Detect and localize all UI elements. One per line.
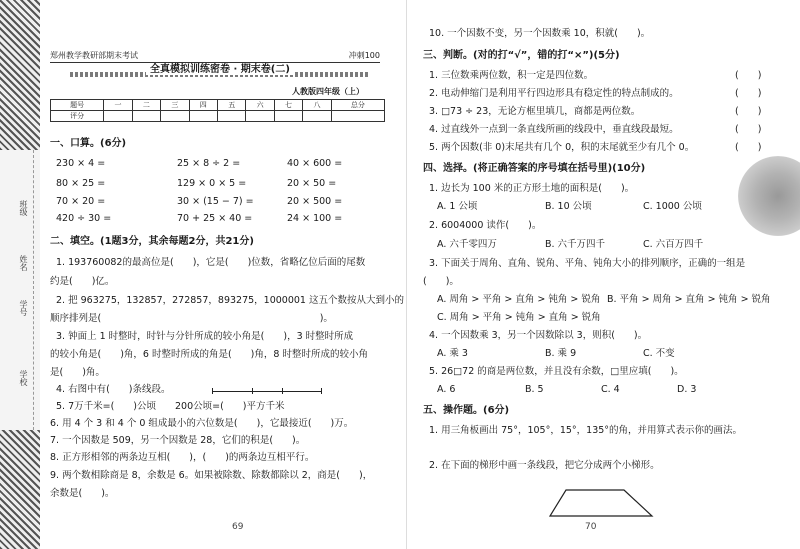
segment-tick xyxy=(212,388,213,394)
binding-label-class: 班级 xyxy=(19,200,28,216)
section-4-title: 四、选择。(将正确答案的序号填在括号里)(10分) xyxy=(423,163,646,174)
calc-item: 25 × 8 ÷ 2 = xyxy=(177,158,241,169)
binding-label-name: 姓名 xyxy=(19,255,28,271)
answer-paren: ( ) xyxy=(735,142,762,153)
choice-option: B. 5 xyxy=(525,384,544,395)
answer-paren: ( ) xyxy=(735,124,762,135)
choice-option: C. 1000 公顷 xyxy=(643,201,702,212)
score-cell: 四 xyxy=(189,100,217,111)
header-brand: 冲刺100 xyxy=(348,51,380,60)
section-2-title: 二、填空。(1题3分，其余每题2分，共21分) xyxy=(50,236,254,247)
line-segment-figure xyxy=(212,388,322,394)
choice-option: A. 1 公顷 xyxy=(437,201,478,212)
fill-line: 1. 193760082的最高位是( )，它是( )位数，省略亿位后面的尾数 xyxy=(56,257,366,268)
fill-line: 9. 两个数相除商是 8，余数是 6。如果被除数、除数都除以 2，商是( )， xyxy=(50,470,373,481)
score-cell xyxy=(274,111,302,122)
choice-option: C. 不变 xyxy=(643,348,675,359)
choice-option: B. 乘 9 xyxy=(545,348,577,359)
score-cell: 六 xyxy=(246,100,274,111)
score-cell: 一 xyxy=(104,100,132,111)
choice-question: 1. 边长为 100 米的正方形土地的面积是( )。 xyxy=(429,183,635,194)
operation-question: 1. 用三角板画出 75°，105°，15°，135°的角，并用算式表示你的画法。 xyxy=(429,425,743,436)
fill-line: 8. 正方形相邻的两条边互相( )，( )的两条边互相平行。 xyxy=(50,452,315,463)
running-header xyxy=(50,50,380,63)
fill-line: 的较小角是( )角，6 时整时所成的角是( )角，8 时整时所成的较小角 xyxy=(50,349,368,360)
fill-line: 2. 把 963275，132857，272857，893275，1000001 这五个数按从大到小的 xyxy=(56,295,404,306)
section-1-title: 一、口算。(6分) xyxy=(50,138,127,149)
judge-item: 1. 三位数乘两位数，积一定是四位数。 xyxy=(429,70,594,81)
page-number: 70 xyxy=(585,522,597,532)
fill-line: 7. 一个因数是 509，另一个因数是 28，它们的积是( )。 xyxy=(50,435,306,446)
trapezoid-shape xyxy=(550,490,652,516)
score-cell: 五 xyxy=(217,100,245,111)
choice-option: B. 10 公顷 xyxy=(545,201,592,212)
score-cell xyxy=(246,111,274,122)
calc-item: 20 × 500 = xyxy=(287,196,343,207)
calc-item: 70 × 20 = xyxy=(56,196,106,207)
judge-item: 3. □73 ÷ 23，无论方框里填几，商都是两位数。 xyxy=(429,106,641,117)
fill-line: 4. 右图中有( )条线段。 xyxy=(56,384,171,395)
segment-tick xyxy=(321,388,322,394)
choice-option: B. 六千万四千 xyxy=(545,239,606,250)
score-cell xyxy=(104,111,132,122)
fill-line: 3. 钟面上 1 时整时，时针与分针所成的较小角是( )，3 时整时所成 xyxy=(56,331,354,342)
binding-label-id: 学号 xyxy=(19,300,28,316)
calc-item: 80 × 25 = xyxy=(56,178,106,189)
fill-line: 5. 7万千米=( )公顷 200公顷=( )平方千米 xyxy=(56,401,285,412)
choice-question: 5. 26□72 的商是两位数，并且没有余数，□里应填( )。 xyxy=(429,366,684,377)
fill-line: 6. 用 4 个 3 和 4 个 0 组成最小的六位数是( )，它最接近( )万。 xyxy=(50,418,354,429)
answer-paren: ( ) xyxy=(735,106,762,117)
section-3-title: 三、判断。(对的打“√”，错的打“×”)(5分) xyxy=(423,50,620,61)
edition-label: 人教版四年级（上） xyxy=(292,87,364,96)
judge-item: 5. 两个因数(非 0)末尾共有几个 0，积的末尾就至少有几个 0。 xyxy=(429,142,695,153)
judge-item: 4. 过直线外一点到一条直线所画的线段中，垂直线段最短。 xyxy=(429,124,679,135)
score-cell xyxy=(189,111,217,122)
header-org: 郑州教学教研部期末考试 xyxy=(50,51,138,60)
choice-question: 3. 下面关于周角、直角、锐角、平角、钝角大小的排列顺序，正确的一组是 xyxy=(429,258,746,269)
score-table-header-row xyxy=(51,100,385,111)
binding-pattern-bottom xyxy=(0,430,40,549)
score-cell: 总分 xyxy=(331,100,384,111)
choice-option: A. 6 xyxy=(437,384,456,395)
page-number: 69 xyxy=(232,522,244,532)
choice-option: A. 六千零四万 xyxy=(437,239,497,250)
choice-option: C. 周角 > 平角 > 钝角 > 直角 > 锐角 xyxy=(437,312,601,323)
fill-line: 顺序排列是( )。 xyxy=(50,313,333,324)
calc-item: 129 × 0 × 5 = xyxy=(177,178,247,189)
exam-title xyxy=(70,63,370,77)
score-cell xyxy=(161,111,189,122)
calc-item: 230 × 4 = xyxy=(56,158,106,169)
cut-line xyxy=(33,150,34,430)
answer-paren: ( ) xyxy=(735,88,762,99)
score-cell: 评分 xyxy=(51,111,104,122)
score-cell: 题号 xyxy=(51,100,104,111)
choice-option: C. 4 xyxy=(601,384,620,395)
score-cell xyxy=(132,111,160,122)
score-cell: 七 xyxy=(274,100,302,111)
exam-title-text: 全真模拟训练密卷 · 期末卷(二) xyxy=(146,64,294,75)
right-page xyxy=(415,0,790,549)
choice-option: D. 3 xyxy=(677,384,697,395)
score-cell xyxy=(331,111,384,122)
score-cell: 三 xyxy=(161,100,189,111)
binding-label-school: 学校 xyxy=(19,370,28,386)
fill-line: 约是( )亿。 xyxy=(50,276,115,287)
choice-option: B. 平角 > 周角 > 直角 > 钝角 > 锐角 xyxy=(607,294,771,305)
choice-option: A. 周角 > 平角 > 直角 > 钝角 > 锐角 xyxy=(437,294,601,305)
page-divider xyxy=(406,0,407,549)
judge-item: 2. 电动伸缩门是利用平行四边形具有稳定性的特点制成的。 xyxy=(429,88,679,99)
choice-question: 4. 一个因数乘 3，另一个因数除以 3，则积( )。 xyxy=(429,330,648,341)
score-cell xyxy=(303,111,331,122)
choice-question: 2. 6004000 读作( )。 xyxy=(429,220,542,231)
calc-item: 70 + 25 × 40 = xyxy=(177,213,253,224)
binding-pattern-top xyxy=(0,0,40,150)
score-cell xyxy=(217,111,245,122)
segment-tick xyxy=(252,388,253,394)
fill-line: 是( )角。 xyxy=(50,367,105,378)
calc-item: 30 × (15 − 7) = xyxy=(177,196,254,207)
operation-question: 2. 在下面的梯形中画一条线段，把它分成两个小梯形。 xyxy=(429,460,660,471)
score-cell: 二 xyxy=(132,100,160,111)
score-table xyxy=(50,99,385,122)
calc-item: 20 × 50 = xyxy=(287,178,337,189)
binding-margin xyxy=(0,0,40,549)
fill-line: 10. 一个因数不变，另一个因数乘 10，积就( )。 xyxy=(429,28,651,39)
segment-tick xyxy=(282,388,283,394)
answer-paren: ( ) xyxy=(735,70,762,81)
calc-item: 40 × 600 = xyxy=(287,158,343,169)
choice-option: C. 六百万四千 xyxy=(643,239,704,250)
choice-option: A. 乘 3 xyxy=(437,348,468,359)
score-table-score-row xyxy=(51,111,385,122)
trapezoid-figure xyxy=(548,488,658,518)
fill-line: 余数是( )。 xyxy=(50,488,115,499)
section-5-title: 五、操作题。(6分) xyxy=(423,405,510,416)
calc-item: 420 ÷ 30 = xyxy=(56,213,112,224)
left-page xyxy=(42,0,404,549)
calc-item: 24 × 100 = xyxy=(287,213,343,224)
choice-question: ( )。 xyxy=(423,276,459,287)
segment-line xyxy=(212,391,322,392)
score-cell: 八 xyxy=(303,100,331,111)
